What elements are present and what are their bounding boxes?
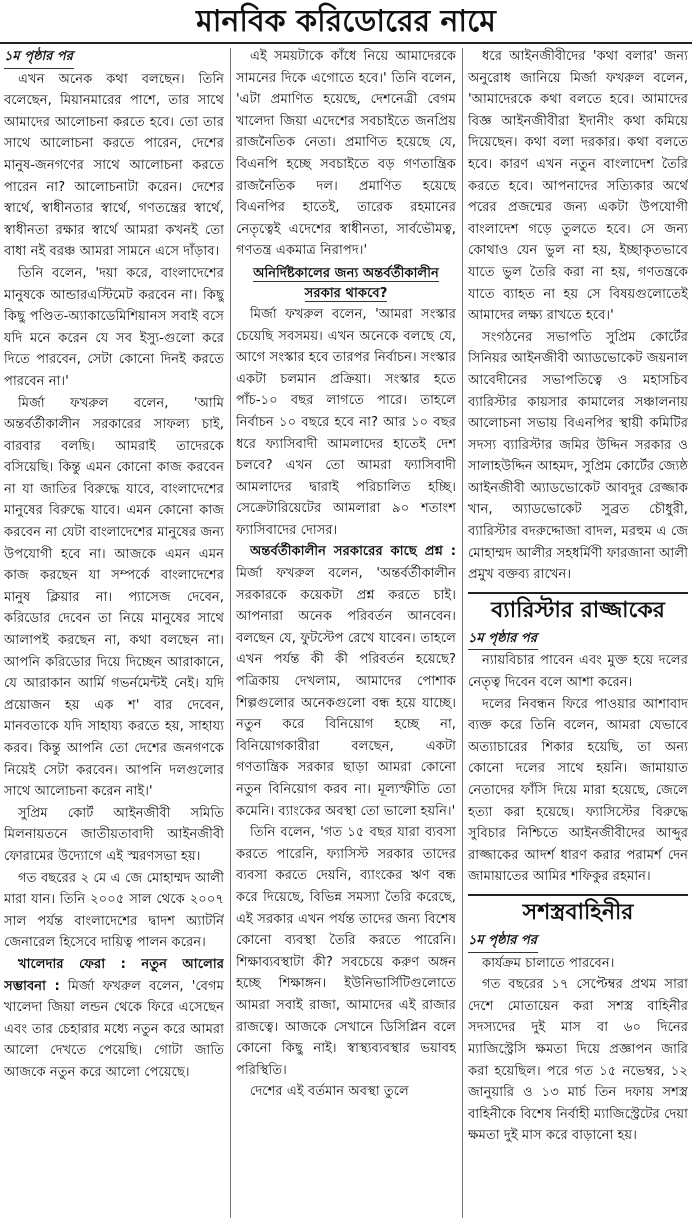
paragraph: দলের নিবন্ধন ফিরে পাওয়ার আশাবাদ ব্যক্ত করে তিনি বলেন, আমরা যেভাবে অত্যাচারের শিকার হয়েছি, তা অন্য কোনো দলের সাথে হয়নি। জামায়াত নেতাদের ফাঁসি দিয়ে মারা হয়েছে, জেলে হত্যা করা হয়েছে। ফ্যাসিস্টের বিরুদ্ধে সুবিচার নিশ্চিতে আইনজীবীদের আব্দুর রাজ্জাকের আদর্শ ধারণ করার পরামর্শ দেন জামায়াতের আমির শফিকুর রহমান। — [468, 696, 688, 885]
paragraph: মির্জা ফখরুল বলেন, 'আমি অন্তর্বর্তীকালীন সরকারের সাফল্য চাই, বারবার বলছি। আমরাই তাদেরকে বসিয়েছি। কিন্তু এমন কোনো কাজ করবেন না যা জাতির বিরুদ্ধে যাবে, বাংলাদেশের মানুষের বিরুদ্ধে যাবে। এমন কোনো কাজ করবেন না যেটা বাংলাদেশের মানুষের জন্য উপযোগী হবে না। আজকে এমন এমন কাজ করছেন যা সম্পর্কে বাংলাদেশের মানুষ ক্লিয়ার না। প্যাসেজ দেবেন, করিডোর দেবেন তা নিয়ে মানুষের সাথে আলাপই করছেন না, কথা বলছেন না। আপনি করিডোর দিয়ে দিচ্ছেন আরাকানে, যে আরাকান আর্মি গভর্নমেন্টই নেই। যদি প্রয়োজন হয় এক শ' বার দেবেন, মানবতাকে যদি সাহায্য করতে হয়, সাহায্য করব। কিন্তু আপনি তো দেশের জনগণকে নিয়েই সেটা করবেন। আপনি দলগুলোর সাথে আলোচনা করেন নাই।' — [4, 395, 224, 800]
paragraph: সংগঠনের সভাপতি সুপ্রিম কোর্টের সিনিয়র আইনজীবী অ্যাডভোকেট জয়নাল আবেদীনের সভাপতিত্বে ও মহাসচিব ব্যারিস্টার কায়সার কামালের সঞ্চালনায় আলোচনা সভায় বিএনপির স্থায়ী কমিটির সদস্য ব্যারিস্টার জমির উদ্দিন সরকার ও সালাহউদ্দিন আহমদ, সুপ্রিম কোর্টের জ্যেষ্ঠ আইনজীবী অ্যাডভোকেট আবদুর রেজ্জাক খান, অ্যাডভোকেট সুব্রত চৌধুরী, ব্যারিস্টার বদরুদ্দোজা বাদল, মরহুম এ জে মোহাম্মদ আলীর সহধর্মিণী ফারজানা আলী প্রমুখ বক্তব্য রাখেন। — [468, 329, 688, 583]
paragraph: দেশের এই বর্তমান অবস্থা তুলে — [250, 1084, 409, 1100]
paragraph: ন্যায়বিচার পাবেন এবং মুক্ত হয়ে দলের নেতৃত্ব দিবেন বলে আশা করেন। — [468, 653, 688, 691]
subheading — [236, 264, 456, 304]
paragraph-text: মির্জা ফখরুল বলেন, 'বেগম খালেদা জিয়া লন্ডন থেকে ফিরে এসেছেন এবং তার চেহারার মধ্যে নতুন করে আমরা আলো দেখতে পেয়েছি। গোটা জাতি আজকে নতুন করে আলো পেয়েছে। — [4, 978, 224, 1080]
paragraph: এখন অনেক কথা বলছেন। তিনি বলেছেন, মিয়ানমারের পাশে, তার সাথে আমাদের আলোচনা করতে হবে। তো তার সাথে আলোচনা করতে পারেন, দেশের মানুষ-জনগণের সাথে আলোচনা করতে পারেন না? আলোচনাটা করেন। দেশের স্বার্থে, স্বাধীনতার স্বার্থে, গণতন্ত্রের স্বার্থে, স্বাধীনতা রক্ষার স্বার্থে আমরা কখনই তো বাধা নই বরঞ্চ আমরা সামনে এসে দাঁড়াব। — [4, 71, 224, 260]
paragraph-text: মির্জা ফখরুল বলেন, 'অন্তর্বর্তীকালীন সরকারকে কয়েকটা প্রশ্ন করতে চাই। আপনারা অনেক পরিবর্তন আনবেন। বলছেন যে, ফুটস্টেপ রেখে যাবেন। তাহলে এখন পর্যন্ত কী কী পরিবর্তন হয়েছে? পত্রিকায় দেখলাম, আমাদের পোশাক শিল্পগুলোর অনেকগুলো বন্ধ হয়ে যাচ্ছে। নতুন করে বিনিয়োগ হচ্ছে না, বিনিয়োগকারীরা বলছেন, একটা গণতান্ত্রিক সরকার ছাড়া আমরা কোনো নতুন বিনিয়োগ করব না। মূল্যস্ফীতি তো কমেনি। ব্যাংকের অবস্থা তো ভালো হয়নি।' — [236, 566, 456, 819]
column-rule — [230, 48, 231, 1218]
paragraph: তিনি বলেন, 'দয়া করে, বাংলাদেশের মানুষকে আন্ডারএস্টিমেট করবেন না। কিছু কিছু পণ্ডিত-অ্যাকাডেমিশিয়ানস সবাই বসে যদি মনে করেন যে সব ইস্যু-গুলো করে দিতে পারবেন, সেটা কোনো দিনই করতে পারবেন না।' — [4, 265, 224, 389]
paragraph: কার্যক্রম চালাতে পারবেন। — [482, 955, 615, 971]
column-2 — [236, 46, 456, 1220]
section-headline: সশস্ত্রবাহিনীর — [468, 894, 688, 930]
paragraph: এই সময়টাকে কাঁধে নিয়ে আমাদেরকে সামনের দিকে এগোতে হবে।' তিনি বলেন, 'এটা প্রমাণিত হয়েছে, দেশনেত্রী বেগম খালেদা জিয়া এদেশের সবচাইতে জনপ্রিয় রাজনৈতিক নেতা। প্রমাণিত হয়েছে যে, বিএনপি হচ্ছে সবচাইতে বড় গণতান্ত্রিক রাজনৈতিক দল। প্রমাণিত হয়েছে বিএনপির হাতেই, তারেক রহমানের নেতৃত্বেই এদেশের স্বাধীনতা, সার্বভৌমত্ব, গণতন্ত্র একমাত্র নিরাপদ।' — [236, 49, 456, 259]
column-3 — [468, 46, 688, 1220]
continuation-kicker: ১ম পৃষ্ঠার পর — [468, 628, 688, 651]
subheading-text: অনির্দিষ্টকালের জন্য অন্তর্বর্তীকালীন সরকার থাকবে? — [253, 265, 439, 301]
column-rule — [462, 48, 463, 1218]
subhead-inline: খালেদার ফেরা : নতুন আলোর সম্ভাবনা : — [4, 956, 224, 994]
paragraph: গত বছরের ২ মে এ জে মোহাম্মদ আলী মারা যান। তিনি ২০০৫ সাল থেকে ২০০৭ সাল পর্যন্ত বাংলাদেশের দ্বাদশ অ্যাটর্নি জেনারেল হিসেবে দায়িত্ব পালন করেন। — [4, 870, 224, 951]
paragraph: সুপ্রিম কোর্ট আইনজীবী সমিতি মিলনায়তনে জাতীয়তাবাদী আইনজীবী ফোরামের উদ্যোগে এই স্মরণসভা হয়। — [4, 805, 224, 864]
paragraph: ধরে আইনজীবীদের 'কথা বলার' জন্য অনুরোধ জানিয়ে মির্জা ফখরুল বলেন, 'আমাদেরকে কথা বলতে হবে। আমাদের বিজ্ঞ আইনজীবীরা ইদানীং কথা কমিয়ে দিয়েছেন। কথা বলা দরকার। কথা বলতে হবে। কারণ এখন নতুন বাংলাদেশ তৈরি করতে হবে। আপনাদের সত্যিকার অর্থে পরের প্রজন্মের জন্য একটা উপযোগী বাংলাদেশ গড়ে তুলতে হবে। সে জন্য কোথাও যেন ভুল না হয়, ইচ্ছাকৃতভাবে যাতে ভুল তৈরি করা না হয়, গণতন্ত্রকে যাতে ব্যাহত না হয় সে বিষয়গুলোতেই আমাদের লক্ষ্য রাখতে হবে।' — [468, 49, 688, 324]
continuation-kicker: ১ম পৃষ্ঠার পর — [468, 930, 688, 953]
column-1 — [4, 46, 224, 1220]
paragraph: গত বছরের ১৭ সেপ্টেম্বর প্রথম সারা দেশে মোতায়েন করা সশস্ত্র বাহিনীর সদস্যদের দুই মাস বা ৬০ দিনের ম্যাজিস্ট্রেসি ক্ষমতা দিয়ে প্রজ্ঞাপন জারি করা হয়েছিল। পরে গত ১৫ নভেম্বর, ১২ জানুয়ারি ও ১৩ মার্চ তিন দফায় সশস্ত্র বাহিনীকে বিশেষ নির্বাহী ম্যাজিস্ট্রেটের দেয়া ক্ষমতা দুই মাস করে বাড়ানো হয়। — [468, 977, 688, 1144]
paragraph: মির্জা ফখরুল বলেন, 'আমরা সংস্কার চেয়েছি সবসময়। এখন অনেকে বলছে যে, আগে সংস্কার হবে তারপর নির্বাচন। সংস্কার একটা চলমান প্রক্রিয়া। সংস্কার হতে পাঁচ-১০ বছর লাগতে পারে। তাহলে নির্বাচন ১০ বছরে হবে না? আর ১০ বছর ধরে ফ্যাসিবাদী আমলাদের হাতেই দেশ চলবে? এখন তো আমরা ফ্যাসিবাদী আমলাদের দ্বারাই পরিচালিত হচ্ছি। সেক্রেটারিয়েটের আমলারা ৯০ শতাংশ ফ্যাসিবাদের দোসর। — [236, 306, 456, 538]
section-headline: ব্যারিস্টার রাজ্জাকের — [468, 592, 688, 628]
continuation-kicker: ১ম পৃষ্ঠার পর — [4, 46, 224, 69]
paragraph — [4, 954, 224, 1084]
headline: মানবিক করিডোরের নামে — [0, 0, 692, 44]
paragraph — [236, 541, 456, 822]
subhead-inline: অন্তর্বর্তীকালীন সরকারের কাছে প্রশ্ন : — [250, 544, 456, 560]
paragraph: তিনি বলেন, 'গত ১৫ বছর যারা ব্যবসা করতে পারেনি, ফ্যাসিস্ট সরকার তাদের ব্যবসা করতে দেয়নি, ব্যাংকের ঋণ বন্ধ করে দিয়েছে, বিভিন্ন সমস্যা তৈরি করেছে, এই সরকার এখন পর্যন্ত তাদের জন্য বিশেষ কোনো ব্যবস্থা তৈরি করতে পারেনি। শিক্ষাব্যবস্থাটা কী? সবচেয়ে করুণ অঙ্গন হচ্ছে শিক্ষাঙ্গন। ইউনিভার্সিটিগুলোতে আমরা সবাই রাজা, আমাদের এই রাজার রাজত্বে। আজকে সেখানে ডিসিপ্লিন বলে কোনো কিছু নাই। স্বাস্থ্যব্যবস্থার ভয়াবহ পরিস্থিতি। — [236, 825, 456, 1078]
